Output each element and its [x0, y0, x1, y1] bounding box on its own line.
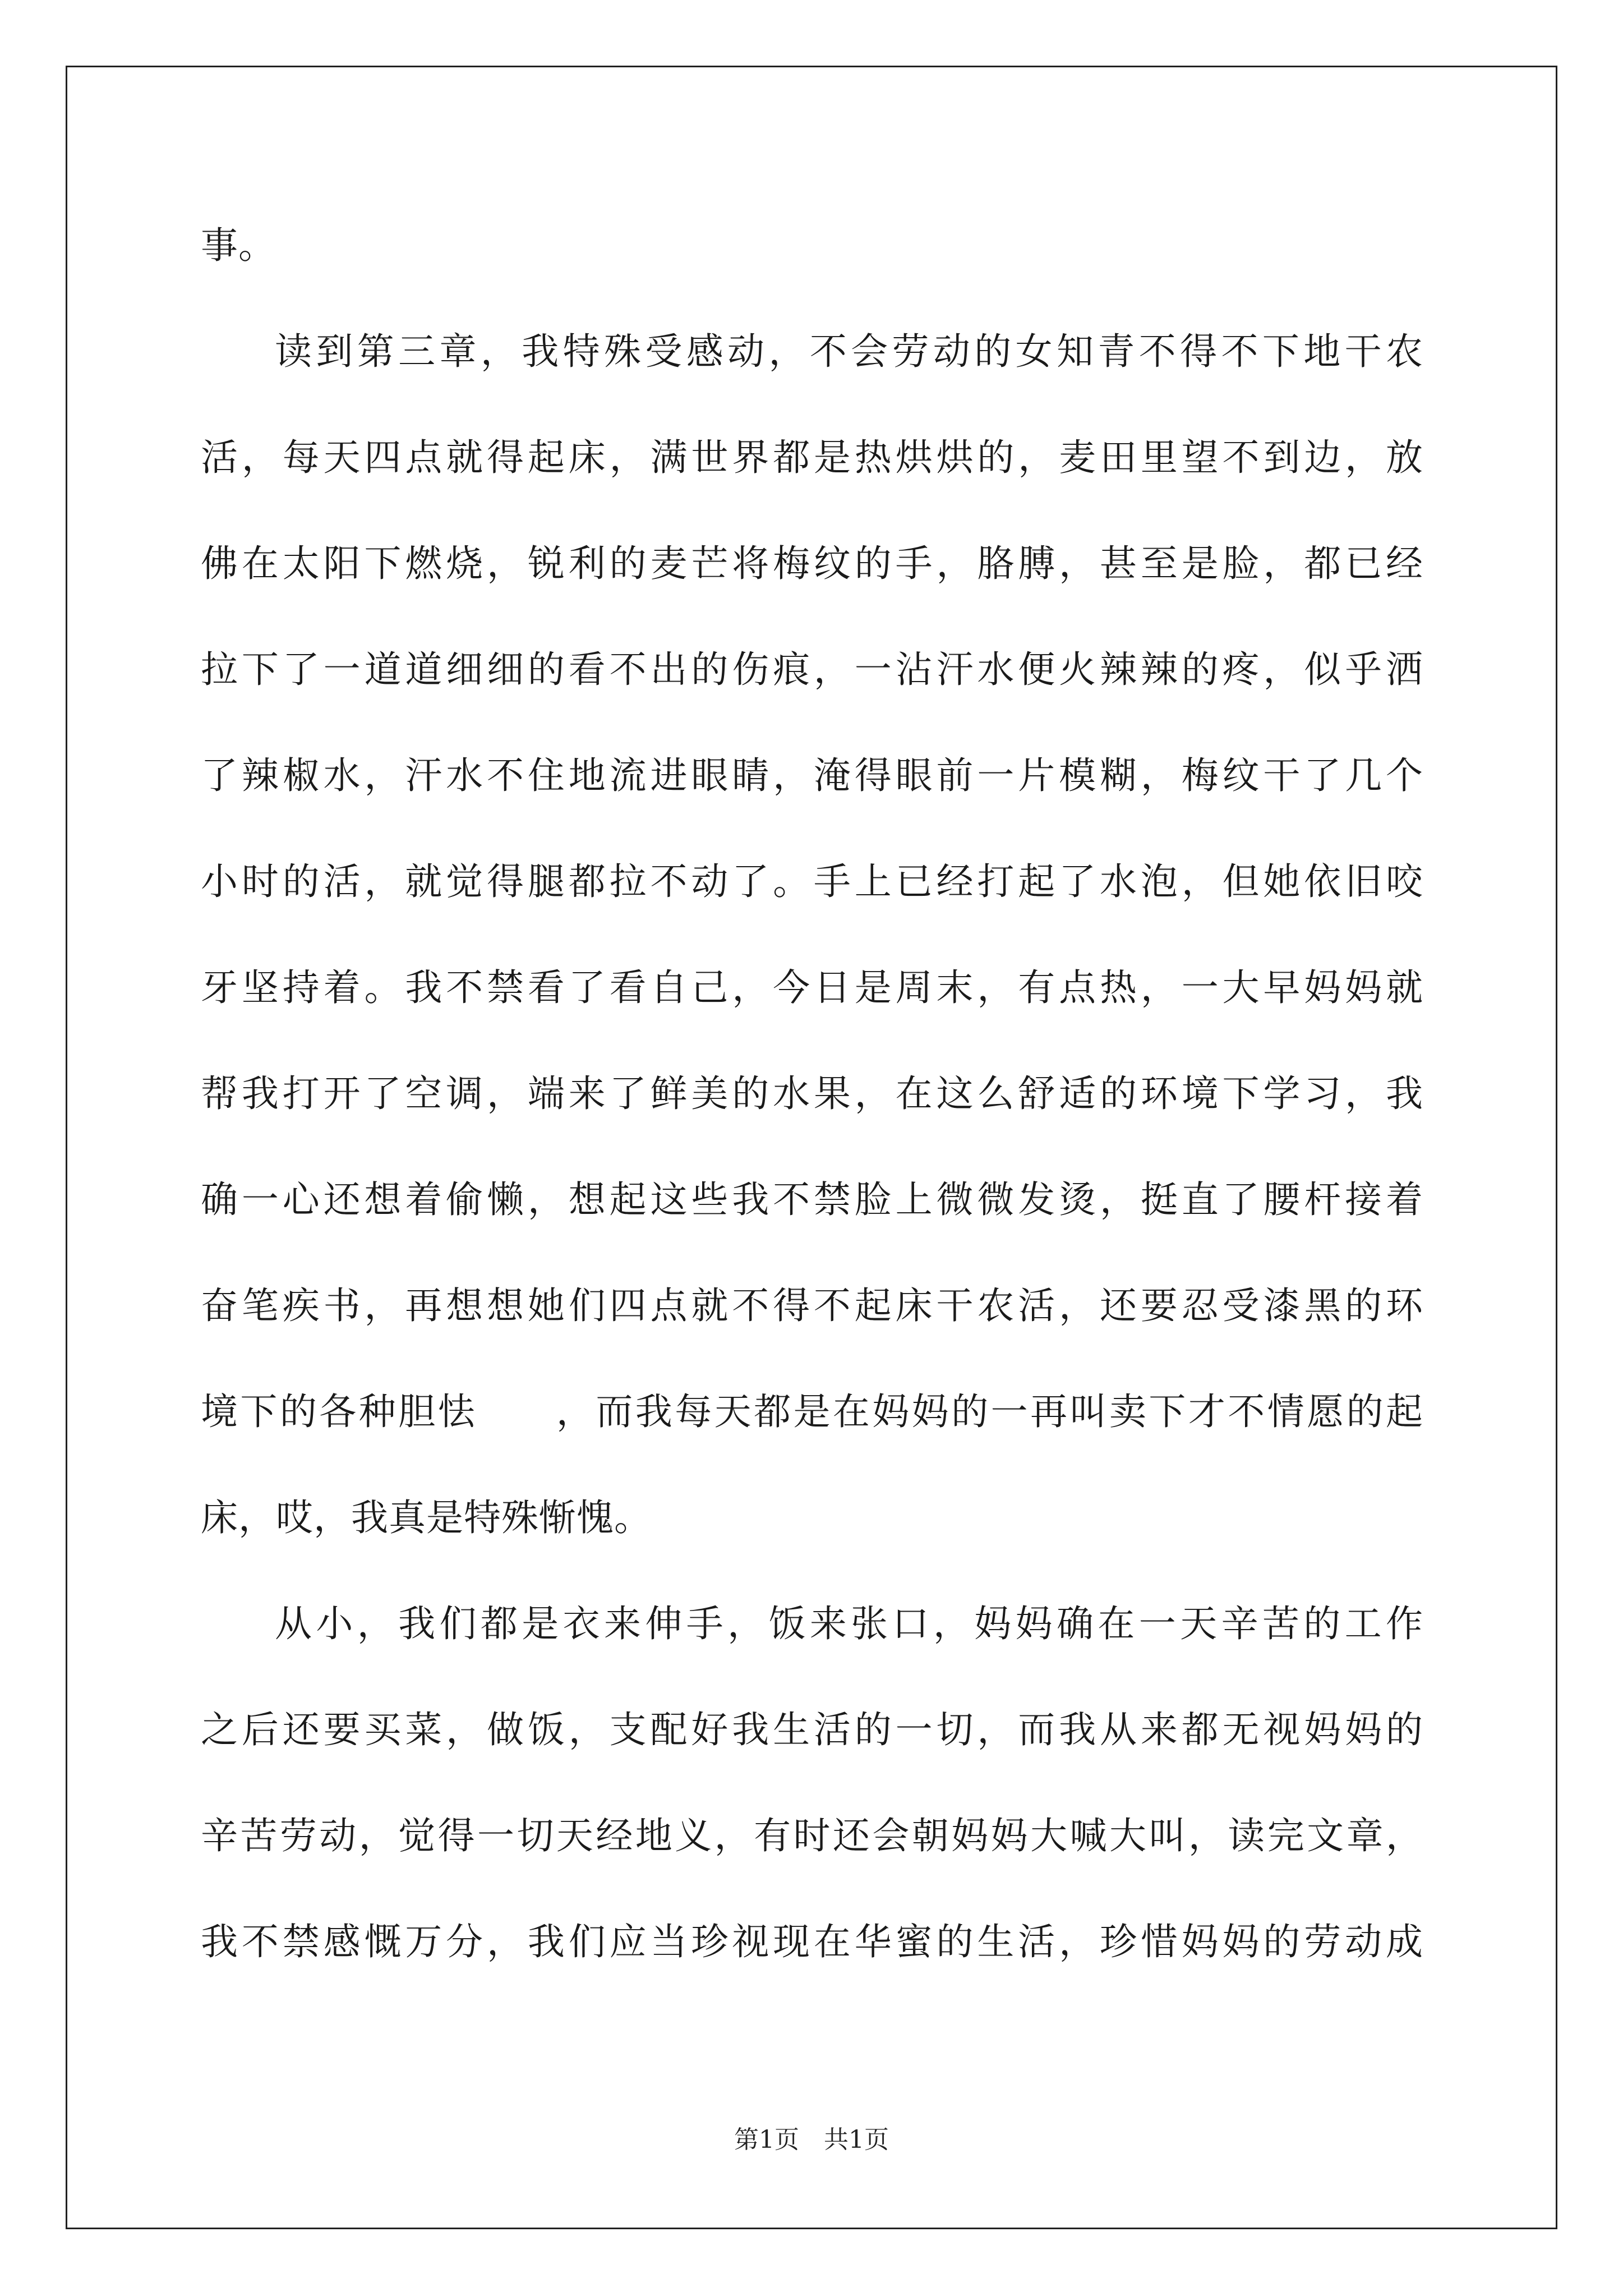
text-line: 帮我打开了空调，端来了鲜美的水果，在这么舒适的环境下学习，我: [201, 1072, 1423, 1115]
text-line: 牙坚持着。我不禁看了看自己，今日是周末，有点热，一大早妈妈就: [201, 966, 1423, 1009]
text-line: 拉下了一道道细细的看不出的伤痕，一沾汗水便火辣辣的疼，似乎洒: [201, 648, 1423, 691]
text-line: 事。: [201, 224, 276, 267]
text-line: 确一心还想着偷懒，想起这些我不禁脸上微微发烫，挺直了腰杆接着: [201, 1178, 1423, 1221]
paragraph-start-line: 从小，我们都是衣来伸手，饭来张口，妈妈确在一天辛苦的工作: [275, 1602, 1423, 1645]
text-line: 之后还要买菜，做饭，支配好我生活的一切，而我从来都无视妈妈的: [201, 1708, 1423, 1751]
page-border: [66, 66, 1557, 2229]
text-line: 境下的各种胆怯 ，而我每天都是在妈妈的一再叫卖下才不情愿的起: [201, 1390, 1423, 1433]
text-line: 床，哎，我真是特殊惭愧。: [201, 1496, 652, 1539]
page-number-footer: 第1页 共1页: [734, 2125, 889, 2154]
text-line: 我不禁感慨万分，我们应当珍视现在华蜜的生活，珍惜妈妈的劳动成: [201, 1920, 1423, 1963]
text-line: 辛苦劳动，觉得一切天经地义，有时还会朝妈妈大喊大叫，读完文章，: [201, 1814, 1423, 1857]
text-line: 小时的活，就觉得腿都拉不动了。手上已经打起了水泡，但她依旧咬: [201, 860, 1423, 903]
paragraph-start-line: 读到第三章，我特殊受感动，不会劳动的女知青不得不下地干农: [275, 330, 1423, 373]
text-line: 活，每天四点就得起床，满世界都是热烘烘的，麦田里望不到边，放: [201, 436, 1423, 479]
text-line: 佛在太阳下燃烧，锐利的麦芒将梅纹的手，胳膊，甚至是脸，都已经: [201, 542, 1423, 585]
text-line: 奋笔疾书，再想想她们四点就不得不起床干农活，还要忍受漆黑的环: [201, 1284, 1423, 1327]
text-line: 了辣椒水，汗水不住地流进眼睛，淹得眼前一片模糊，梅纹干了几个: [201, 754, 1423, 797]
